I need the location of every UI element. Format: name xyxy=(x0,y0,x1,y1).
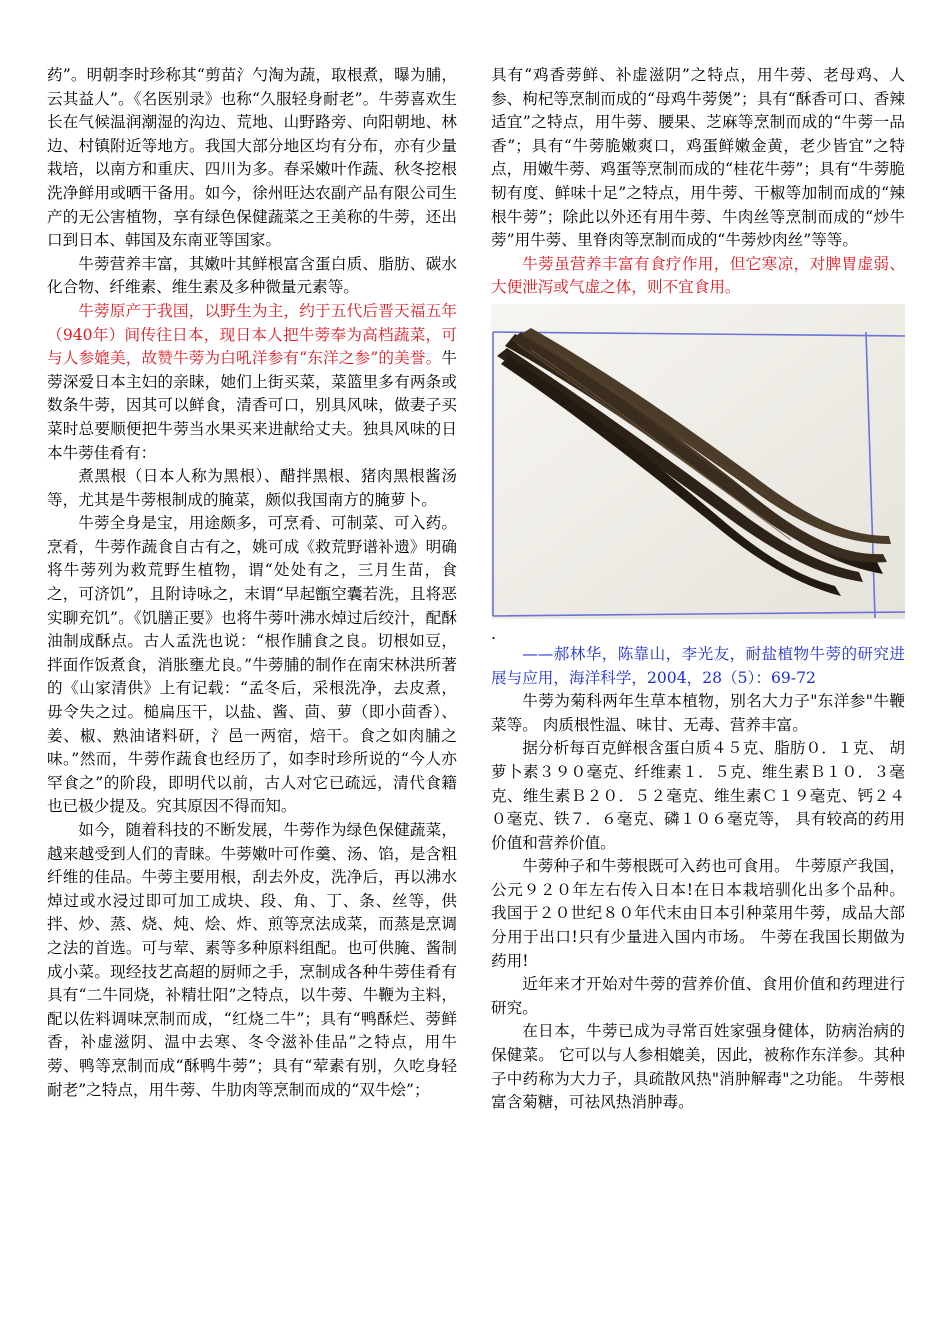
burdock-root-photo xyxy=(491,304,905,619)
origin-tail-text: 牛蒡深爱日本主妇的亲睐，她们上街买菜，菜篮里多有两条或数条牛蒡，因其可以鲜食，清香可口，别具风味，做妻子买菜时总要顺便把牛蒡当水果买来进献给丈夫。独具风味的日本牛蒡佳肴有： xyxy=(47,349,457,462)
paragraph-research: 近年来才开始对牛蒡的营养价值、食用价值和药理进行研究。 xyxy=(491,975,905,1017)
burdock-root-illustration xyxy=(491,304,905,619)
paragraph-warning: 牛蒡虽营养丰富有食疗作用，但它寒凉，对脾胃虚弱、大便泄泻或气虚之体，则不宜食用。 xyxy=(491,254,905,297)
figure-dot: . xyxy=(491,624,496,643)
paragraph-history: 牛蒡全身是宝，用途颇多，可烹肴、可制菜、可入药。烹肴，牛蒡作蔬食自古有之，姚可成《救荒野谱补遗》明确将牛蒡列为救荒野生植物，谓“处处有之，三月生苗，食之，可济饥”，且附诗咏之，末谓“早起甑空囊若洗，且将恶实聊充饥”。《饥膳正要》也将牛蒡叶沸水焯过后绞汁，配酥油制成酥点。古人孟洗也说：“根作脯食之良。切根如豆，拌面作饭煮食，消胀壅尤良。”牛蒡脯的制作在南宋林洪所著的《山家清供》上有记载：“孟冬后，采根洗净，去皮煮，毋令失之过。槌扁压干，以盐、酱、茴、萝（即小茴香）、姜、椒、熟油诸料研，氵邑一两宿，焙干。食之如肉脯之味。”然而，牛蒡作蔬食也经历了，如李时珍所说的“今人亦罕食之”的阶段，即明代以前，古人对它已疏远，清代食籍也已极少提及。究其原因不得而知。 xyxy=(47,514,457,816)
paragraph-origin xyxy=(47,300,457,465)
paragraph-japanese-dishes: 煮黑根（日本人称为黑根）、醋拌黑根、猪肉黑根酱汤等，尤其是牛蒡根制成的腌菜，颇似我国南方的腌萝卜。 xyxy=(47,467,457,509)
right-column xyxy=(491,64,905,1115)
paragraph-nutrition: 牛蒡营养丰富，其嫩叶其鲜根富含蛋白质、脂肪、碳水化合物、纤维素、维生素及多种微量元素等。 xyxy=(47,254,457,297)
paragraph-botany: 牛蒡为菊科两年生草本植物，别名大力子"东洋参"牛鞭菜等。 肉质根性温、味甘、无毒、营养丰富。 xyxy=(491,692,905,734)
citation: ——郝林华，陈靠山，李光友，耐盐植物牛蒡的研究进展与应用，海洋科学，2004，28（5）：69-72 xyxy=(491,644,905,687)
paragraph-dishes-continued: 具有“鸡香蒡鲜、补虚滋阴”之特点，用牛蒡、老母鸡、人参、枸杞等烹制而成的“母鸡牛蒡煲”；具有“酥香可口、香辣适宜”之特点，用牛蒡、腰果、芝麻等烹制而成的“牛蒡一品香”；具有“牛蒡脆嫩爽口，鸡蛋鲜嫩金黄，老少皆宜”之特点，用嫩牛蒡、鸡蛋等烹制而成的“桂花牛蒡”；具有“牛蒡脆韧有度、鲜味十足”之特点，用牛蒡、干椒等加制而成的“辣根牛蒡”；除此以外还有用牛蒡、牛肉丝等烹制而成的“炒牛蒡”用牛蒡、里脊肉等烹制而成的“牛蒡炒肉丝”等等。 xyxy=(491,66,905,250)
paragraph-analysis: 据分析每百克鲜根含蛋白质４５克、脂肪０．１克、 胡萝卜素３９０毫克、纤维素１．５克、维生素Ｂ１０．３毫克、维生素Ｂ２０．５２毫克、维生素Ｃ１９毫克、钙２４０毫克、铁７．６毫克、磷１０６毫克等， 具有较高的药用价值和营养价值。 xyxy=(491,739,905,852)
paragraph-japan-health: 在日本，牛蒡已成为寻常百姓家强身健体，防病治病的保健菜。 它可以与人参相媲美，因此，被称作东洋参。其种子中药称为大力子，具疏散风热"消肿解毒"之功能。 牛蒡根富含菊糖，可祛风热消肿毒。 xyxy=(491,1022,905,1112)
highlight-origin-text: 牛蒡原产于我国，以野生为主，约于五代后晋天福五年（940年）间传往日本，现日本人把牛蒡奉为高档蔬菜，可与人参媲美，故赞牛蒡为白吼洋参有“东洋之参”的美誉。 xyxy=(47,301,457,368)
paragraph-intro: 药”。明朝李时珍称其“剪苗氵勺淘为蔬，取根煮，曝为脯，云其益人”。《名医别录》也称“久服轻身耐老”。牛蒡喜欢生长在气候温润潮湿的沟边、荒地、山野路旁、向阳朝地、林边、村镇附近等地方。我国大部分地区均有分布，亦有少量栽培，以南方和重庆、四川为多。春采嫩叶作蔬、秋冬挖根洗净鲜用或晒干备用。如今，徐州旺达农副产品有限公司生产的无公害植物，享有绿色保健蔬菜之王美称的牛蒡，还出口到日本、韩国及东南亚等国家。 xyxy=(47,66,457,250)
paragraph-seeds-roots: 牛蒡种子和牛蒡根既可入药也可食用。 牛蒡原产我国，公元９２０年左右传入日本!在日本栽培驯化出多个品种。 我国于２０世纪８０年代末由日本引种菜用牛蒡，成品大部分用于出口!只有少量进入国内市场。 牛蒡在我国长期做为药用! xyxy=(491,857,905,970)
paragraph-modern-dishes: 如今，随着科技的不断发展，牛蒡作为绿色保健蔬菜，越来越受到人们的青睐。牛蒡嫩叶可作羹、汤、馅，是含粗纤维的佳品。牛蒡主要用根，刮去外皮，洗净后，再以沸水焯过或水浸过即可加工成块、段、角、丁、条、丝等，供拌、炒、蒸、烧、炖、烩、炸、煎等烹法成菜，而蒸是烹调之法的首选。可与荤、素等多种原料组配。也可供腌、酱制成小菜。现经技艺高超的厨师之手，烹制成各种牛蒡佳肴有具有“二牛同烧，补精壮阳”之特点，以牛蒡、牛鞭为主料，配以佐料调味烹制而成，“红烧二牛”；具有“鸭酥烂、蒡鲜香，补虚滋阴、温中去寒、冬令滋补佳品”之特点，用牛蒡、鸭等烹制而成“酥鸭牛蒡”；具有“荤素有别，久吃身轻耐老”之特点，用牛蒡、牛肋肉等烹制而成的“双牛烩”； xyxy=(47,821,457,1099)
left-column xyxy=(47,64,457,1102)
